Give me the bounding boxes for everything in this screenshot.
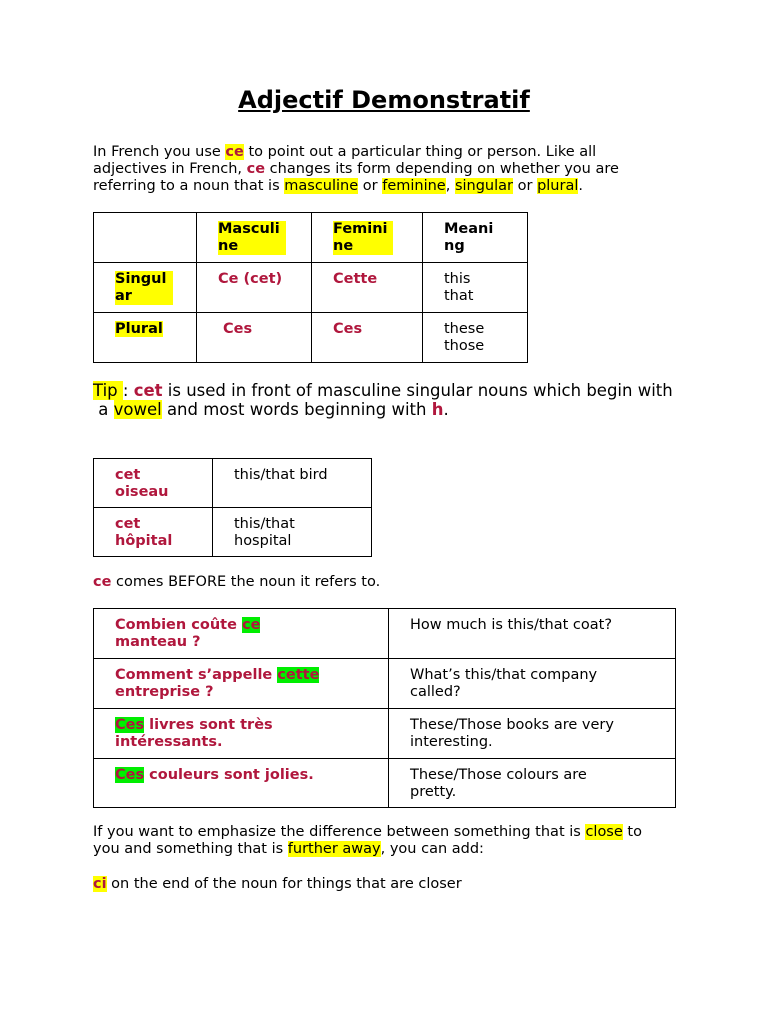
keyword-cet: cet — [133, 381, 163, 400]
before-note — [93, 574, 380, 591]
table-header — [197, 213, 312, 263]
table-row — [94, 508, 372, 557]
table-cell — [389, 659, 676, 709]
header-meaning: Meaning — [444, 221, 494, 254]
sentence-text: manteau ? — [115, 634, 201, 650]
highlight-further-away: further away — [287, 841, 381, 857]
table-cell: How much is this/that coat? — [389, 609, 676, 659]
header-masculine: Masculine — [218, 221, 286, 255]
intro-text: In French you use — [93, 144, 226, 160]
keyword-ce: ce — [93, 574, 112, 590]
table-cell — [423, 313, 528, 363]
table-cell — [94, 459, 213, 508]
tip-text: and most words beginning with — [161, 400, 432, 419]
emphasis-text: , you can add: — [380, 841, 484, 857]
highlight-demonstrative: Ces — [115, 717, 145, 733]
highlight-demonstrative: Ces — [115, 767, 145, 783]
highlight-vowel: vowel — [113, 400, 162, 419]
emphasis-paragraph — [93, 824, 673, 858]
table-cell: Ces — [197, 313, 312, 363]
english-translation: this/that hospital — [234, 516, 295, 549]
highlight-close: close — [585, 824, 623, 840]
highlight-demonstrative: ce — [241, 617, 261, 633]
table-cell — [94, 263, 197, 313]
english-translation: These/Those colours are pretty. — [410, 767, 587, 800]
table-cell — [213, 508, 372, 557]
label-singular: Singular — [115, 271, 173, 305]
table-cell — [389, 759, 676, 808]
table-cell — [94, 313, 197, 363]
intro-text: or — [358, 178, 383, 194]
table-row — [94, 759, 676, 808]
meaning-text: those — [444, 338, 485, 354]
intro-text: . — [578, 178, 583, 194]
table-header — [312, 213, 423, 263]
sentence-text: Comment s’appelle — [115, 667, 278, 683]
sentences-table — [93, 608, 676, 808]
english-translation: These/Those books are very interesting. — [410, 717, 614, 750]
sentence-text: entreprise ? — [115, 684, 214, 700]
tip-text: is used in front of masculine singular nouns which begin with — [162, 381, 673, 400]
table-row — [94, 313, 528, 363]
tip-text: : — [122, 381, 134, 400]
forms-table — [93, 212, 528, 363]
intro-text: , — [445, 178, 455, 194]
table-cell: Ce (cet) — [197, 263, 312, 313]
intro-text: to point out a particular thing or person. Like all adjectives in French, — [93, 144, 597, 177]
table-row — [94, 263, 528, 313]
table-cell — [94, 609, 389, 659]
tip-text: . — [443, 400, 449, 419]
table-cell — [94, 709, 389, 759]
note-text: on the end of the noun for things that are closer — [106, 876, 462, 892]
keyword-ce: ce — [225, 144, 244, 160]
keyword-ce: ce — [246, 161, 266, 177]
tip-label: Tip — [93, 381, 123, 400]
table-cell — [94, 759, 389, 808]
french-example: cet oiseau — [115, 467, 169, 500]
emphasis-text: to you and something that is — [93, 824, 642, 857]
note-text: comes BEFORE the noun it refers to. — [111, 574, 381, 590]
table-cell — [423, 263, 528, 313]
table-cell — [389, 709, 676, 759]
page-title: Adjectif Demonstratif — [238, 86, 530, 114]
examples-table — [93, 458, 372, 557]
table-cell: Ces — [312, 313, 423, 363]
english-translation: What’s this/that company called? — [410, 667, 598, 700]
table-cell — [94, 508, 213, 557]
tip-paragraph — [93, 381, 683, 419]
highlight-plural: plural — [537, 178, 579, 194]
highlight-masculine: masculine — [284, 178, 359, 194]
ci-note — [93, 876, 462, 893]
table-row — [94, 709, 676, 759]
table-cell: Cette — [312, 263, 423, 313]
sentence-text: couleurs sont jolies. — [144, 767, 314, 783]
table-row — [94, 659, 676, 709]
keyword-h: h — [431, 400, 444, 419]
tip-text: a — [93, 400, 114, 419]
meaning-text: that — [444, 288, 474, 304]
sentence-text: Combien coûte — [115, 617, 242, 633]
intro-paragraph — [93, 144, 673, 195]
meaning-text: this — [444, 271, 471, 287]
table-row — [94, 459, 372, 508]
table-cell — [94, 213, 197, 263]
table-cell: this/that bird — [213, 459, 372, 508]
header-feminine: Feminine — [333, 221, 393, 255]
keyword-ci: ci — [93, 876, 107, 892]
intro-text: changes its form depending on whether you are referring to a noun that is — [93, 161, 619, 194]
meaning-text: these — [444, 321, 485, 337]
table-row — [94, 213, 528, 263]
table-cell — [94, 659, 389, 709]
emphasis-text: If you want to emphasize the difference between something that is — [93, 824, 586, 840]
table-row — [94, 609, 676, 659]
highlight-feminine: feminine — [382, 178, 446, 194]
label-plural: Plural — [115, 321, 163, 337]
sentence-text: livres sont très intéressants. — [115, 717, 273, 750]
intro-text: or — [513, 178, 538, 194]
french-example: cet hôpital — [115, 516, 173, 549]
highlight-singular: singular — [454, 178, 513, 194]
highlight-demonstrative: cette — [277, 667, 320, 683]
table-header — [423, 213, 528, 263]
